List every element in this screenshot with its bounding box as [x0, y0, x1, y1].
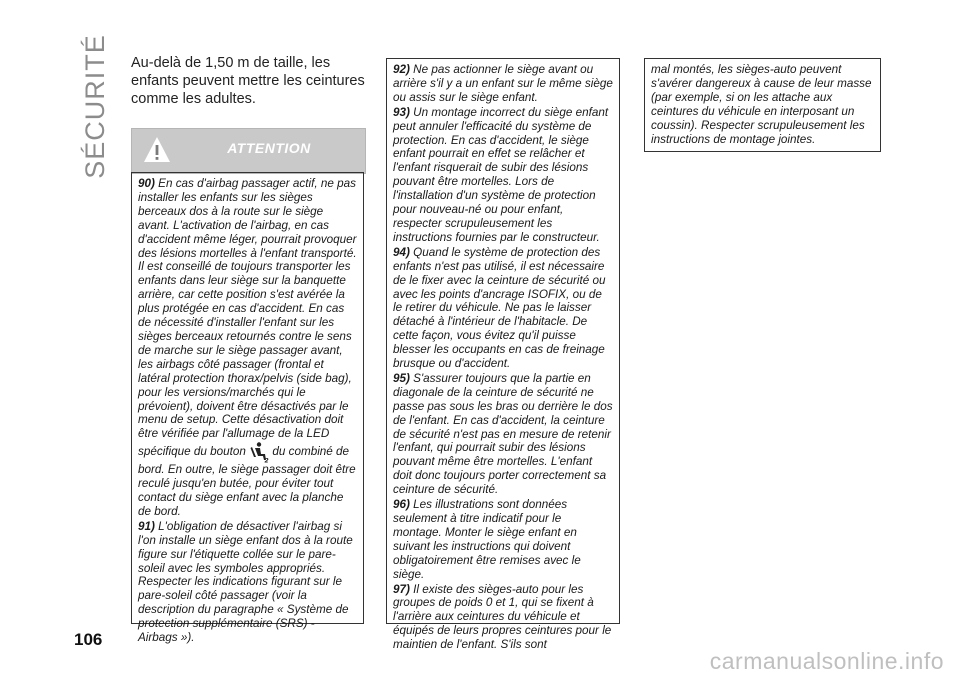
warning-notes-column-3: [644, 58, 881, 152]
note-95: [393, 372, 613, 497]
note-number: 91): [138, 519, 155, 533]
note-text: Un montage incorrect du siège enfant peut annuler l'efficacité du système de protection. En cas d'accident, le siège enfant pourrait en effet se relâcher et l'enfant risquerait de subir des lésions pouvant être mortelles. Lors de l'installation d'un système de protection pour nouveau-né ou pour enfant, respecter scrupuleusement les instructions fournies par le constructeur.: [393, 105, 609, 244]
warning-notes-column-1: [131, 172, 364, 645]
note-text: Ne pas actionner le siège avant ou arrière s'il y a un enfant sur le même siège ou assis sur le siège enfant.: [393, 63, 613, 104]
airbag-off-icon: [249, 441, 269, 463]
note-text: Quand le système de protection des enfants n'est pas utilisé, il est nécessaire de le fixer avec la ceinture de sécurité ou avec les points d'ancrage ISOFIX, ou de le retirer du véhicule. Ne pas le laisser détaché à l'intérieur de l'habitacle. De cette façon, vous évitez qu'il puisse blesser les occupants en cas de freinage brusque ou d'accident.: [393, 245, 606, 371]
page-number: 106: [74, 630, 103, 649]
note-97-continued: mal montés, les sièges-auto peuvent s'avérer dangereux à cause de leur masse (par exemple, si on les attache aux ceintures du véhicule en interposant un coussin). Respecter scrupuleusement les instructions de montage jointes.: [651, 63, 872, 146]
note-text: du combiné de bord. En outre, le siège passager doit être reculé jusqu'en butée, pour éviter tout contact du siège enfant avec la planche de bord.: [138, 445, 356, 518]
note-97: [393, 583, 613, 653]
note-96: [393, 498, 613, 581]
note-number: 94): [393, 245, 410, 259]
warning-banner: [131, 128, 366, 174]
note-text: Il existe des sièges-auto pour les groupes de poids 0 et 1, qui se fixent à l'arrière aux ceintures du véhicule et équipés de leurs propres ceintures pour le maintien de l'enfant. S'ils sont: [393, 582, 612, 652]
note-text: En cas d'airbag passager actif, ne pas installer les enfants sur les sièges berceaux dos à la route sur le siège avant. L'activation de l'airbag, en cas d'accident même léger, pourrait provoquer des lésions mortelles à l'enfant transporté. Il est conseillé de toujours transporter les enfants dans leur siège sur la banquette arrière, car cette position s'est avérée la plus protégée en cas d'accident. En cas de nécessité d'installer l'enfant sur les sièges berceaux retournés contre le sens de marche sur le siège passager avant, les airbags côté passager (frontal et latéral protection thorax/pelvis (side bag), pour les versions/marchés qui le prévoient), doivent être désactivés par le menu de setup. Cette désactivation doit être vérifiée par l'allumage de la LED spécifique du bouton: [138, 177, 357, 459]
section-title-text: SÉCURITÉ: [79, 33, 110, 179]
note-93: [393, 106, 613, 245]
note-number: 96): [393, 498, 410, 512]
note-90: [138, 177, 357, 519]
note-text: S'assurer toujours que la partie en diagonale de la ceinture de sécurité ne passe pas sous les bras ou derrière le dos de l'enfant. En cas d'accident, la ceinture de sécurité n'est pas en mesure de retenir l'enfant, qui pourrait subir des lésions pouvant même être mortelles. L'enfant doit donc toujours porter correctement sa ceinture de sécurité.: [393, 371, 613, 497]
warning-triangle-icon: [142, 135, 172, 165]
note-text: L'obligation de désactiver l'airbag si l'on installe un siège enfant dos à la route figure sur l'étiquette collée sur le pare-soleil avec les symboles appropriés. Respecter les indications figurant sur le pare-soleil côté passager (voir la description du paragraphe « Système de protection supplémentaire (SRS) - Airbags »).: [138, 519, 353, 645]
note-92: [393, 63, 613, 105]
note-text: Les illustrations sont données seulement à titre indicatif pour le montage. Monter le siège enfant en suivant les instructions qui doivent obligatoirement être remises avec le siège.: [393, 498, 581, 581]
warning-notes-column-2: [386, 58, 620, 652]
section-title: [79, 33, 110, 179]
note-number: 97): [393, 582, 410, 596]
note-94: [393, 246, 613, 371]
intro-paragraph: Au-delà de 1,50 m de taille, les enfants peuvent mettre les ceintures comme les adultes.: [131, 55, 365, 107]
svg-text:2: 2: [264, 457, 269, 465]
note-number: 93): [393, 105, 410, 119]
note-number: 92): [393, 63, 410, 76]
note-91: [138, 520, 357, 645]
note-number: 90): [138, 177, 155, 190]
warning-title: ATTENTION: [227, 140, 311, 156]
note-number: 95): [393, 371, 410, 385]
watermark: carmanualsonline.info: [709, 648, 944, 674]
